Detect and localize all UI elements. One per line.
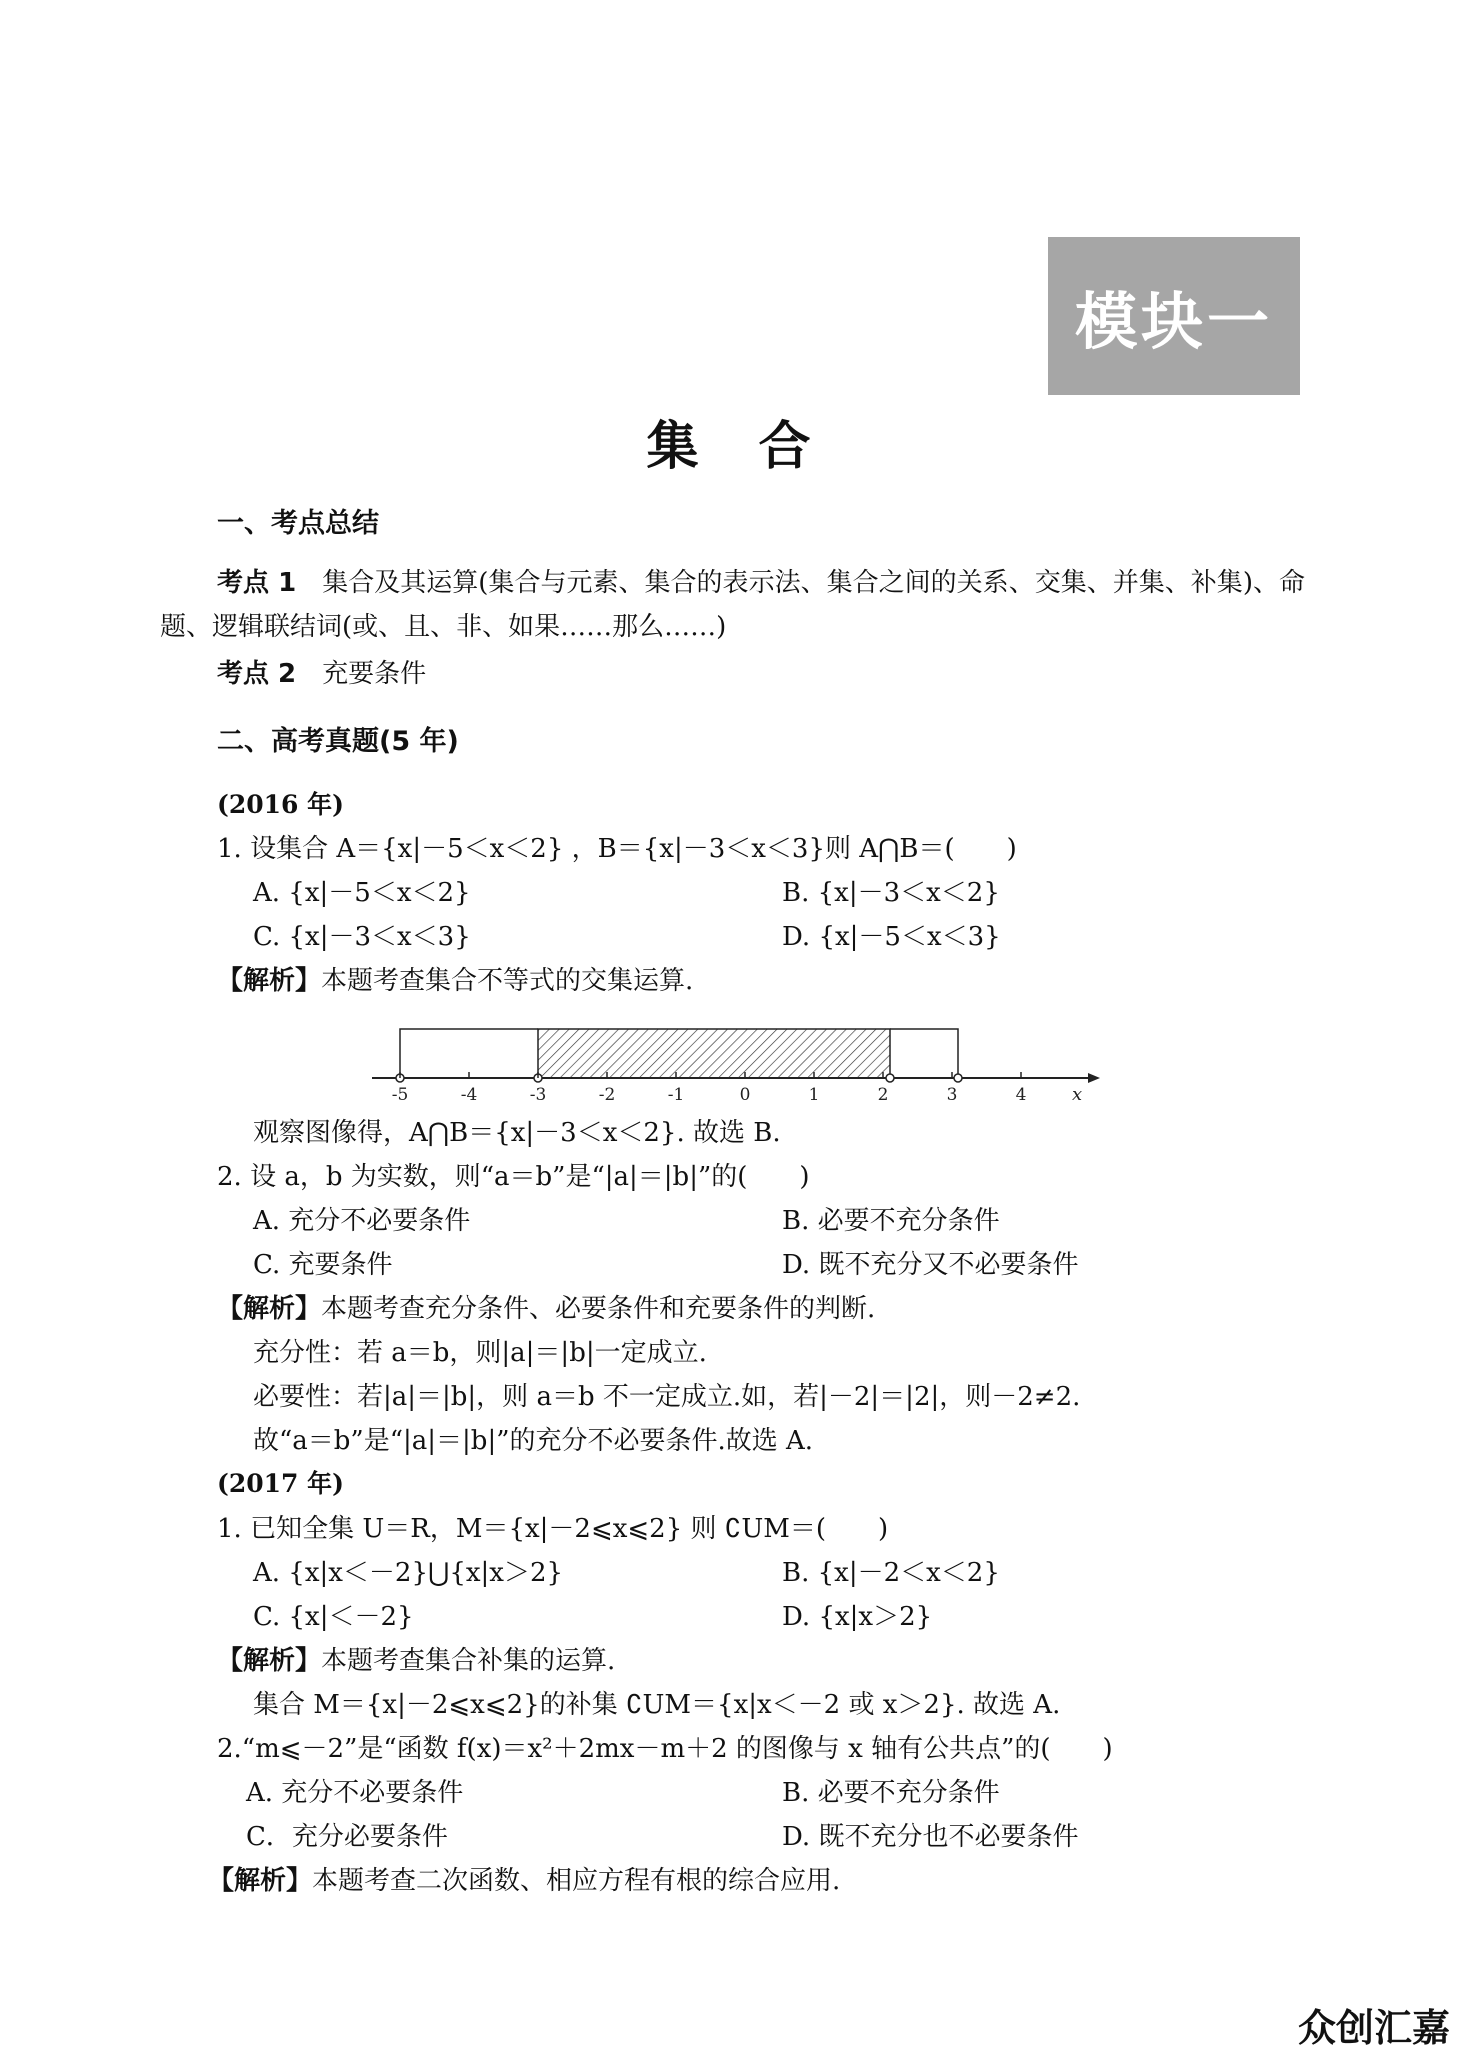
q2-2016-sufficiency: 充分性：若 a＝b，则|a|＝|b|一定成立. bbox=[253, 1338, 707, 1368]
keypoint-1 bbox=[160, 561, 1305, 649]
q2-2016-option-a: A. 充分不必要条件 bbox=[253, 1206, 471, 1236]
q1-2017-option-d: D. {x|x＞2} bbox=[782, 1602, 933, 1632]
tick-label: 2 bbox=[877, 1085, 889, 1100]
q2-2017-option-a: A. 充分不必要条件 bbox=[246, 1778, 464, 1808]
q2-2017-analysis bbox=[208, 1860, 840, 1897]
q2-2017-option-d: D. 既不充分也不必要条件 bbox=[782, 1822, 1079, 1852]
q2-2016-option-d: D. 既不充分又不必要条件 bbox=[782, 1250, 1079, 1280]
module-label-box bbox=[1048, 237, 1300, 395]
q1-2016-analysis-text: 本题考查集合不等式的交集运算. bbox=[321, 966, 694, 996]
q1-2016-option-c: C. {x|－3＜x＜3} bbox=[253, 922, 471, 952]
q1-2016-option-b: B. {x|－3＜x＜2} bbox=[782, 878, 1000, 908]
tick-label: 4 bbox=[1015, 1085, 1027, 1100]
year-2017: (2017 年) bbox=[217, 1469, 344, 1498]
q1-2016-option-d: D. {x|－5＜x＜3} bbox=[782, 922, 1001, 952]
q1-2016-stem: 1. 设集合 A＝{x|－5＜x＜2} ，B＝{x|－3＜x＜3}则 A⋂B＝( ) bbox=[217, 834, 1017, 864]
q1-2017-option-c: C. {x|＜－2} bbox=[253, 1602, 414, 1632]
keypoint-1-text: 集合及其运算(集合与元素、集合的表示法、集合之间的关系、交集、并集、补集)、命题、逻辑联结词(或、且、非、如果……那么……) bbox=[160, 568, 1305, 642]
q1-2016-option-a: A. {x|－5＜x＜2} bbox=[253, 878, 471, 908]
q1-2017-analysis bbox=[217, 1640, 615, 1677]
q2-2016-stem: 2. 设 a，b 为实数，则“a＝b”是“|a|＝|b|”的( ) bbox=[217, 1162, 810, 1192]
tick-label: 0 bbox=[739, 1085, 751, 1100]
keypoint-2-label: 考点 2 bbox=[217, 659, 297, 689]
q1-2016-analysis bbox=[217, 960, 693, 997]
page-title: 集合 bbox=[646, 417, 871, 477]
q2-2017-option-c: C．充分必要条件 bbox=[246, 1822, 448, 1852]
set-b-bracket bbox=[890, 1029, 958, 1078]
q2-2017-analysis-text: 本题考查二次函数、相应方程有根的综合应用. bbox=[312, 1866, 841, 1896]
q2-2017-analysis-label: 【解析】 bbox=[208, 1866, 313, 1896]
keypoint-1-label: 考点 1 bbox=[217, 568, 297, 598]
module-label: 模块一 bbox=[1074, 284, 1273, 358]
keypoint-2-text: 充要条件 bbox=[322, 659, 427, 689]
q2-2016-conclusion: 故“a＝b”是“|a|＝|b|”的充分不必要条件.故选 A. bbox=[253, 1426, 814, 1456]
q2-2016-analysis-text: 本题考查充分条件、必要条件和充要条件的判断. bbox=[321, 1294, 876, 1324]
axis-arrow-icon bbox=[1088, 1073, 1100, 1083]
axis-label: x bbox=[1072, 1084, 1083, 1100]
q2-2016-option-c: C. 充要条件 bbox=[253, 1250, 393, 1280]
tick-label: -4 bbox=[460, 1085, 478, 1100]
q1-2017-option-b: B. {x|－2＜x＜2} bbox=[782, 1558, 1000, 1588]
set-a-bracket bbox=[400, 1029, 538, 1078]
tick-label: -2 bbox=[598, 1085, 616, 1100]
q1-2017-solution: 集合 M＝{x|－2⩽x⩽2}的补集 ∁UM＝{x|x＜－2 或 x＞2}. 故选 A. bbox=[253, 1690, 1061, 1720]
q1-2016-conclusion: 观察图像得，A⋂B＝{x|－3＜x＜2}. 故选 B. bbox=[253, 1118, 781, 1148]
keypoint-2 bbox=[217, 653, 426, 690]
year-2016: (2016 年) bbox=[217, 790, 344, 819]
q1-2017-option-a: A. {x|x＜－2}⋃{x|x＞2} bbox=[253, 1558, 564, 1588]
tick-label: -5 bbox=[391, 1085, 409, 1100]
tick-label: -1 bbox=[667, 1085, 685, 1100]
q1-2017-analysis-label: 【解析】 bbox=[217, 1646, 322, 1676]
q2-2017-stem: 2.“m⩽－2”是“函数 f(x)＝x²＋2mx－m＋2 的图像与 x 轴有公共点”的( ) bbox=[217, 1734, 1113, 1764]
open-point-2 bbox=[886, 1074, 894, 1082]
section2-heading: 二、高考真题(5 年) bbox=[217, 726, 459, 757]
section1-heading: 一、考点总结 bbox=[217, 508, 379, 539]
q2-2016-analysis-label: 【解析】 bbox=[217, 1294, 322, 1324]
q2-2016-necessity: 必要性：若|a|＝|b|，则 a＝b 不一定成立.如，若|－2|＝|2|，则－2≠2. bbox=[253, 1382, 1081, 1412]
number-line-diagram bbox=[360, 1020, 1100, 1100]
q1-2017-analysis-text: 本题考查集合补集的运算. bbox=[321, 1646, 616, 1676]
tick-label: 3 bbox=[946, 1085, 958, 1100]
q1-2017-stem: 1. 已知全集 U＝R，M＝{x|－2⩽x⩽2} 则 ∁UM＝( ) bbox=[217, 1514, 889, 1544]
tick-label: -3 bbox=[529, 1085, 547, 1100]
q2-2016-option-b: B. 必要不充分条件 bbox=[782, 1206, 1000, 1236]
tick-label: 1 bbox=[808, 1085, 820, 1100]
watermark-logo: 众创汇嘉 bbox=[1298, 2006, 1451, 2050]
q2-2016-analysis bbox=[217, 1288, 875, 1325]
q2-2017-option-b: B. 必要不充分条件 bbox=[782, 1778, 1000, 1808]
q1-2016-analysis-label: 【解析】 bbox=[217, 966, 322, 996]
intersection-hatched-region bbox=[538, 1029, 890, 1078]
open-point-3 bbox=[954, 1074, 962, 1082]
